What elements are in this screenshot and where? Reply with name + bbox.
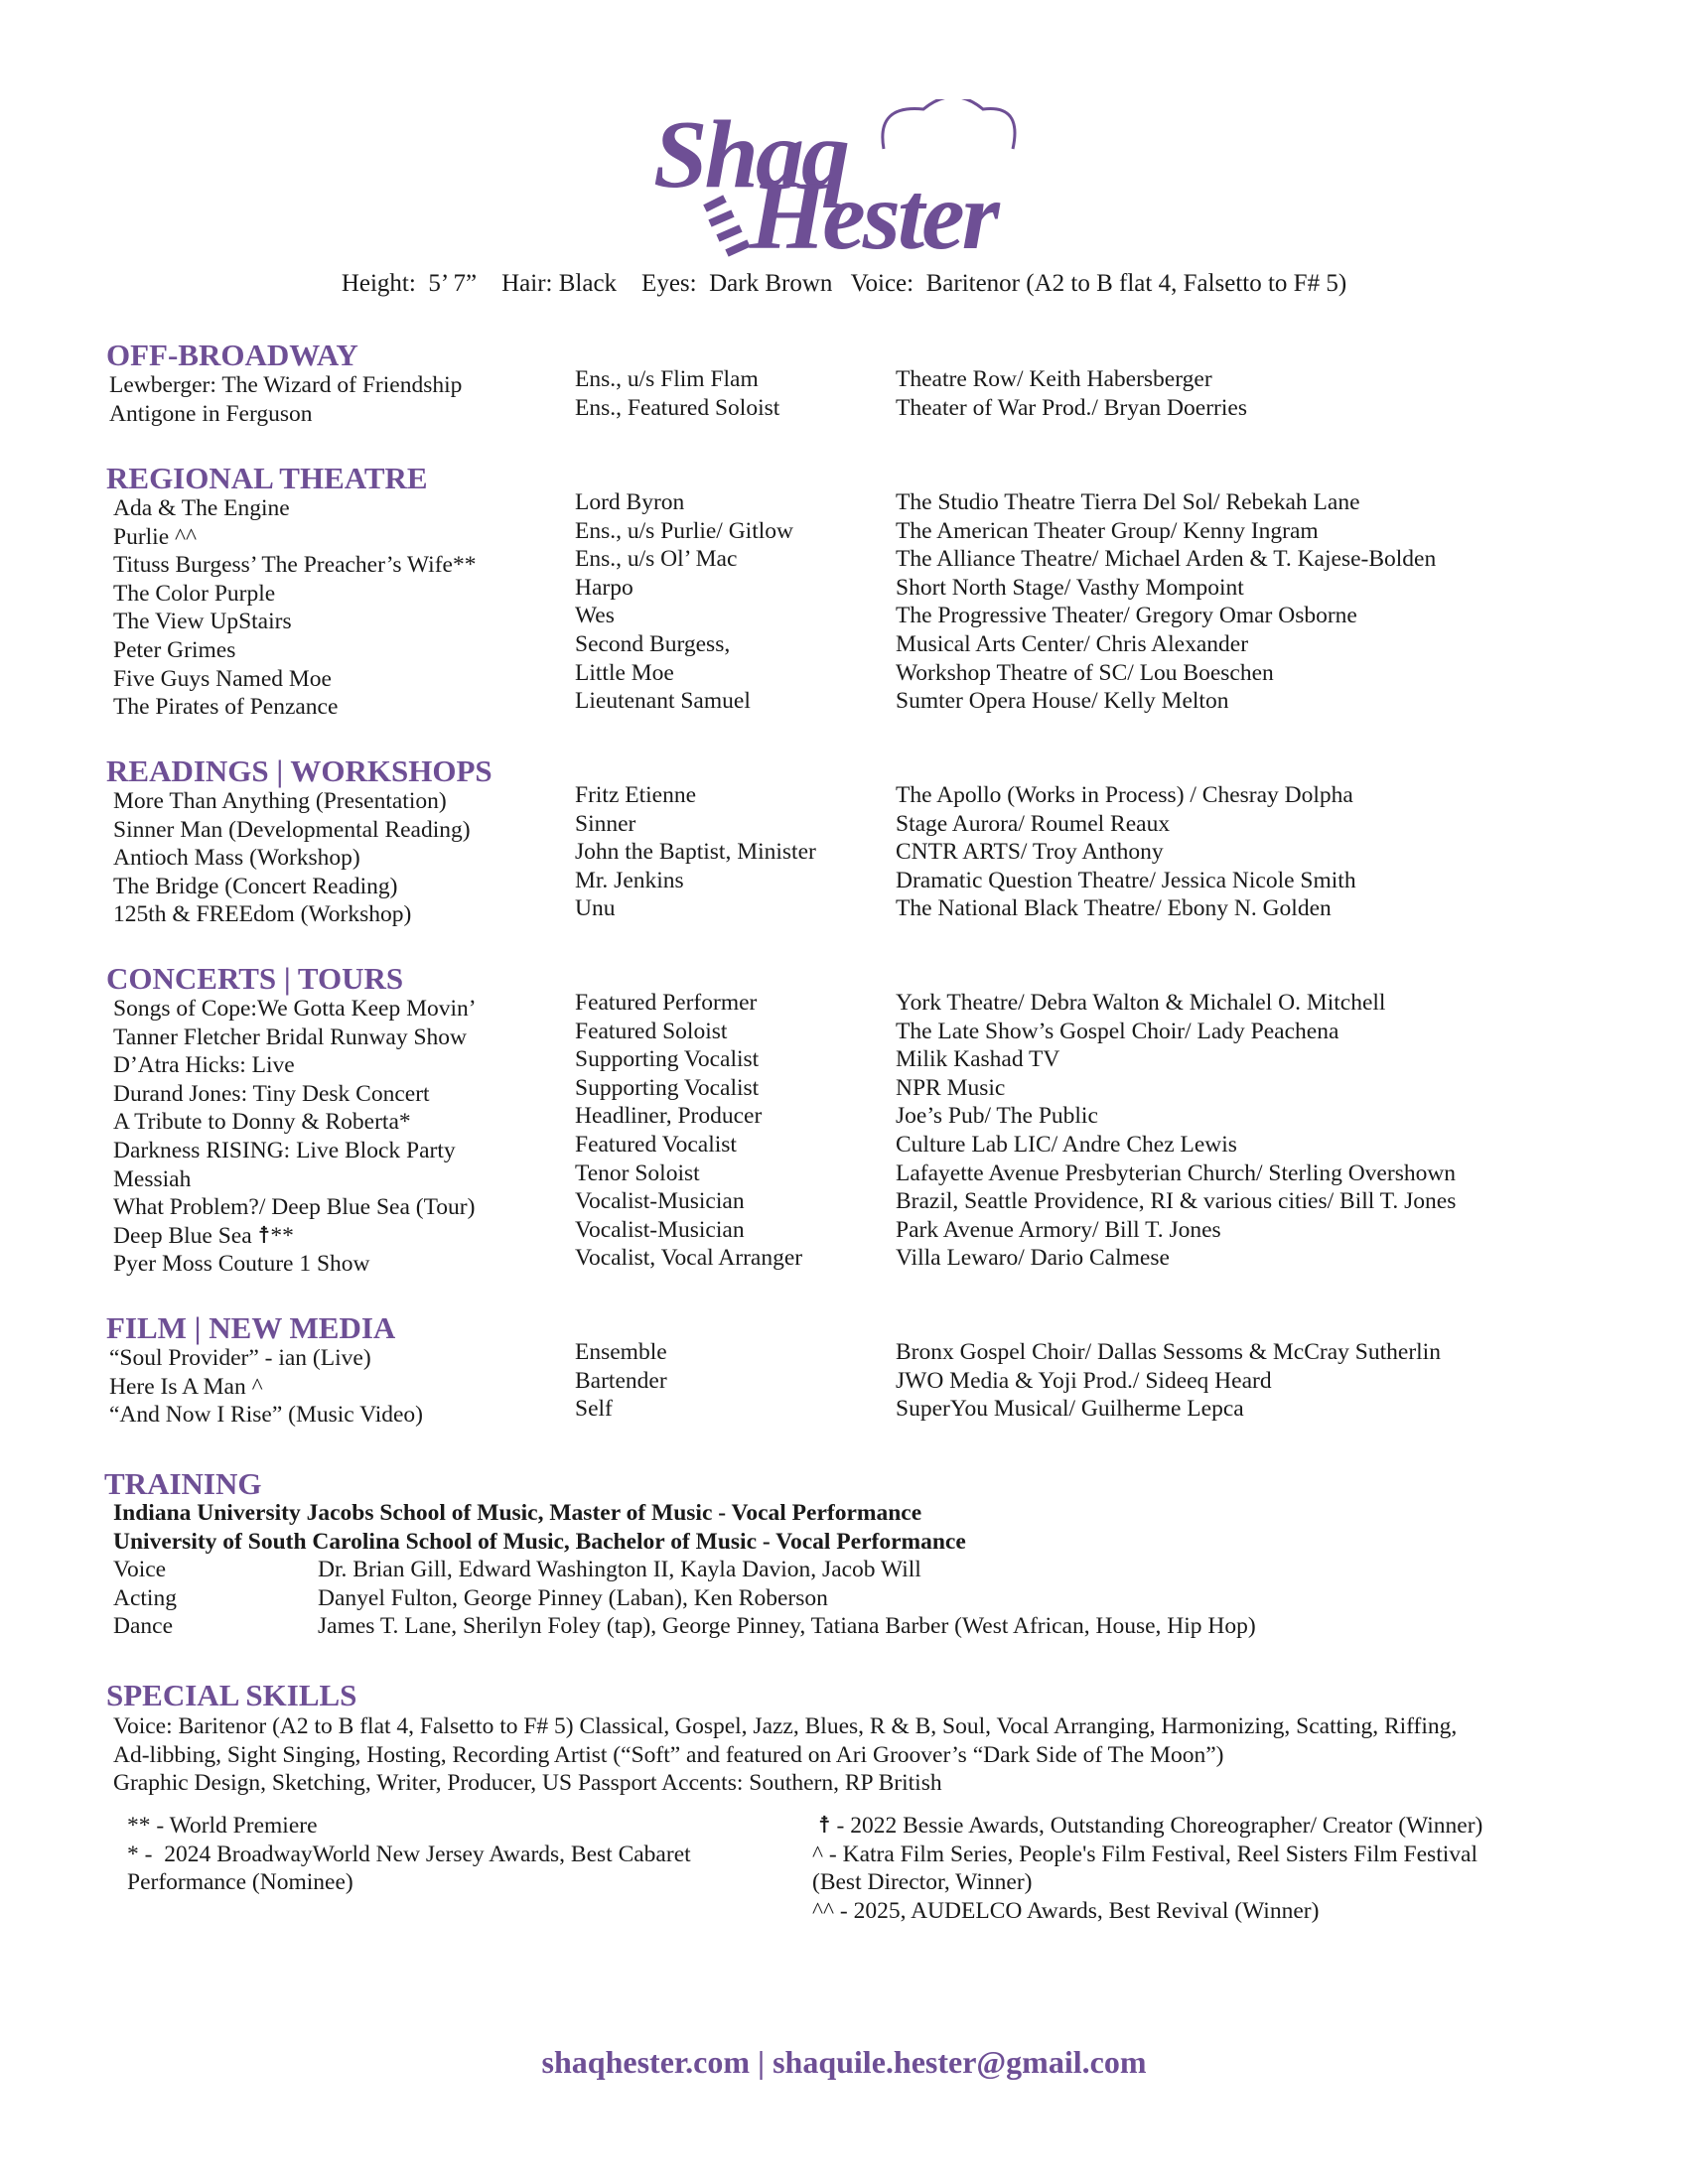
degree: Indiana University Jacobs School of Music, Master of Music - Vocal Performance [113, 1500, 922, 1526]
show-title: Deep Blue Sea ☨** [113, 1222, 294, 1249]
venue: The American Theater Group/ Kenny Ingram [896, 517, 1319, 544]
venue: Bronx Gospel Choir/ Dallas Sessoms & McCray Sutherlin [896, 1339, 1441, 1365]
show-title: Five Guys Named Moe [113, 665, 332, 692]
skills-text [113, 1712, 1457, 1798]
show-title: Tanner Fletcher Bridal Runway Show [113, 1024, 467, 1050]
venue: Lafayette Avenue Presbyterian Church/ Sterling Overshown [896, 1160, 1457, 1186]
show-title: Songs of Cope:We Gotta Keep Movin’ [113, 996, 477, 1022]
off-broadway-shows [109, 371, 462, 428]
section-title-concerts: CONCERTS | TOURS [106, 961, 404, 996]
show-title: Ada & The Engine [113, 495, 290, 521]
role: Lieutenant Samuel [575, 688, 751, 715]
show-title: A Tribute to Donny & Roberta* [113, 1109, 411, 1136]
role: Harpo [575, 574, 633, 601]
show-title: The Pirates of Penzance [113, 694, 339, 721]
notes-left [127, 1812, 691, 1897]
venue: Culture Lab LIC/ Andre Chez Lewis [896, 1131, 1237, 1158]
note: ^^ - 2025, AUDELCO Awards, Best Revival (Winner) [812, 1897, 1320, 1924]
role: Featured Vocalist [575, 1131, 737, 1158]
role: Ens., u/s Ol’ Mac [575, 546, 738, 573]
film-roles [575, 1338, 667, 1424]
role: Bartender [575, 1367, 667, 1394]
show-title: The Bridge (Concert Reading) [113, 873, 398, 899]
role: Tenor Soloist [575, 1160, 700, 1186]
venue: Musical Arts Center/ Chris Alexander [896, 630, 1249, 657]
show-title: Darkness RISING: Live Block Party [113, 1137, 456, 1163]
show-title: Messiah [113, 1165, 192, 1192]
show-title: What Problem?/ Deep Blue Sea (Tour) [113, 1194, 476, 1221]
note: Performance (Nominee) [127, 1869, 353, 1896]
training-label: Dance [113, 1613, 174, 1640]
show-title: Tituss Burgess’ The Preacher’s Wife** [113, 552, 477, 579]
training-value: Danyel Fulton, George Pinney (Laban), Ken Roberson [318, 1584, 828, 1611]
role: Featured Soloist [575, 1018, 728, 1044]
section-title-readings: READINGS | WORKSHOPS [106, 753, 492, 788]
role: Vocalist-Musician [575, 1188, 745, 1215]
venue: Park Avenue Armory/ Bill T. Jones [896, 1216, 1221, 1243]
role: Supporting Vocalist [575, 1074, 760, 1101]
readings-venues [896, 781, 1356, 923]
role: Vocalist-Musician [575, 1216, 745, 1243]
contact-footer[interactable]: shaqhester.com | shaquile.hester@gmail.com [541, 2044, 1147, 2080]
off-broadway-venues [896, 365, 1247, 422]
physical-stats: Height: 5’ 7” Hair: Black Eyes: Dark Brown Voice: Baritenor (A2 to B flat 4, Falsetto to F# 5) [341, 270, 1347, 297]
logo-last-name: Hester [750, 163, 997, 270]
regional-shows [113, 494, 476, 722]
film-venues [896, 1338, 1441, 1424]
role: Sinner [575, 810, 636, 837]
readings-shows [113, 787, 471, 929]
role: Little Moe [575, 659, 674, 686]
role: Lord Byron [575, 489, 685, 515]
show-title: “Soul Provider” - ian (Live) [109, 1345, 371, 1371]
training-value: Dr. Brian Gill, Edward Washington II, Kayla Davion, Jacob Will [318, 1557, 921, 1583]
note: * - 2024 BroadwayWorld New Jersey Awards, Best Cabaret [127, 1841, 691, 1867]
show-title: The Color Purple [113, 580, 276, 607]
venue: The National Black Theatre/ Ebony N. Golden [896, 895, 1332, 922]
off-broadway-roles [575, 365, 779, 422]
show-title: Sinner Man (Developmental Reading) [113, 816, 471, 843]
show-title: Peter Grimes [113, 636, 236, 663]
training-row-acting [113, 1584, 828, 1613]
note: (Best Director, Winner) [812, 1869, 1033, 1896]
venue: SuperYou Musical/ Guilherme Lepca [896, 1396, 1244, 1423]
venue: Milik Kashad TV [896, 1046, 1060, 1073]
skills-line: Graphic Design, Sketching, Writer, Producer, US Passport Accents: Southern, RP British [113, 1770, 942, 1797]
show-title: Antioch Mass (Workshop) [113, 845, 360, 872]
skills-line: Voice: Baritenor (A2 to B flat 4, Falsetto to F# 5) Classical, Gospel, Jazz, Blues, R & B, Soul, Vocal Arranging, Harmonizing, Scatting, Riffing, [113, 1713, 1458, 1739]
venue: The Late Show’s Gospel Choir/ Lady Peachena [896, 1018, 1339, 1044]
venue: The Studio Theatre Tierra Del Sol/ Rebekah Lane [896, 489, 1360, 515]
note: ☨ - 2022 Bessie Awards, Outstanding Choreographer/ Creator (Winner) [812, 1813, 1483, 1839]
venue: Theater of War Prod./ Bryan Doerries [896, 394, 1247, 421]
venue: Dramatic Question Theatre/ Jessica Nicole Smith [896, 867, 1356, 893]
venue: Theatre Row/ Keith Habersberger [896, 366, 1212, 392]
role: Unu [575, 895, 616, 922]
venue: Sumter Opera House/ Kelly Melton [896, 688, 1229, 715]
show-title: “And Now I Rise” (Music Video) [109, 1402, 423, 1429]
role: Vocalist, Vocal Arranger [575, 1245, 803, 1272]
role: Supporting Vocalist [575, 1046, 760, 1073]
role: Ensemble [575, 1339, 667, 1365]
readings-roles [575, 781, 816, 923]
role: Fritz Etienne [575, 782, 697, 808]
show-title: The View UpStairs [113, 609, 292, 635]
role: Second Burgess, [575, 630, 731, 657]
venue: Short North Stage/ Vasthy Mompoint [896, 574, 1244, 601]
skills-line: Ad-libbing, Sight Singing, Hosting, Recording Artist (“Soft” and featured on Ari Groover’s “Dark Side of The Moon”) [113, 1741, 1224, 1768]
venue: Joe’s Pub/ The Public [896, 1103, 1098, 1130]
show-title: Here Is A Man ^ [109, 1373, 263, 1400]
venue: CNTR ARTS/ Troy Anthony [896, 839, 1164, 866]
concerts-roles [575, 989, 802, 1273]
film-shows [109, 1344, 423, 1430]
role: Ens., Featured Soloist [575, 394, 780, 421]
venue: JWO Media & Yoji Prod./ Sideeq Heard [896, 1367, 1272, 1394]
show-title: Antigone in Ferguson [109, 400, 313, 427]
role: John the Baptist, Minister [575, 839, 816, 866]
concerts-shows [113, 995, 477, 1279]
training-value: James T. Lane, Sherilyn Foley (tap), George Pinney, Tatiana Barber (West African, House, Hip Hop) [318, 1613, 1256, 1640]
section-title-regional: REGIONAL THEATRE [106, 461, 428, 495]
training-label: Acting [113, 1584, 177, 1611]
logo-first-name: Shaq [653, 101, 848, 208]
venue: Villa Lewaro/ Dario Calmese [896, 1245, 1170, 1272]
role: Mr. Jenkins [575, 867, 684, 893]
note: ^ - Katra Film Series, People's Film Festival, Reel Sisters Film Festival [812, 1841, 1477, 1867]
section-title-training: TRAINING [104, 1466, 262, 1501]
show-title: More Than Anything (Presentation) [113, 788, 447, 814]
training-row-voice [113, 1556, 921, 1584]
show-title: Lewberger: The Wizard of Friendship [109, 372, 463, 398]
section-title-off-broadway: OFF-BROADWAY [106, 338, 358, 372]
note: ** - World Premiere [127, 1813, 318, 1839]
role: Ens., u/s Purlie/ Gitlow [575, 517, 793, 544]
regional-roles [575, 488, 793, 716]
degree: University of South Carolina School of Music, Bachelor of Music - Vocal Performance [113, 1528, 966, 1555]
section-title-skills: SPECIAL SKILLS [106, 1678, 357, 1712]
section-title-film: FILM | NEW MEDIA [106, 1310, 396, 1345]
venue: Stage Aurora/ Roumel Reaux [896, 810, 1171, 837]
role: Ens., u/s Flim Flam [575, 366, 759, 392]
concerts-venues [896, 989, 1456, 1273]
logo [635, 99, 1072, 268]
venue: Workshop Theatre of SC/ Lou Boeschen [896, 659, 1274, 686]
notes-right [812, 1812, 1482, 1925]
regional-venues [896, 488, 1436, 716]
venue: Brazil, Seattle Providence, RI & various cities/ Bill T. Jones [896, 1188, 1457, 1215]
venue: The Apollo (Works in Process) / Chesray Dolpha [896, 782, 1353, 808]
role: Headliner, Producer [575, 1103, 763, 1130]
venue: NPR Music [896, 1074, 1006, 1101]
show-title: Pyer Moss Couture 1 Show [113, 1251, 370, 1278]
venue: The Progressive Theater/ Gregory Omar Osborne [896, 603, 1357, 629]
training-row-dance [113, 1612, 1256, 1641]
show-title: Durand Jones: Tiny Desk Concert [113, 1080, 430, 1107]
venue: York Theatre/ Debra Walton & Michalel O. Mitchell [896, 990, 1386, 1016]
venue: The Alliance Theatre/ Michael Arden & T. Kajese-Bolden [896, 546, 1437, 573]
role: Self [575, 1396, 613, 1423]
show-title: Purlie ^^ [113, 523, 198, 550]
training-label: Voice [113, 1557, 167, 1583]
show-title: 125th & FREEdom (Workshop) [113, 901, 412, 928]
show-title: D’Atra Hicks: Live [113, 1052, 295, 1079]
role: Wes [575, 603, 615, 629]
role: Featured Performer [575, 990, 758, 1016]
